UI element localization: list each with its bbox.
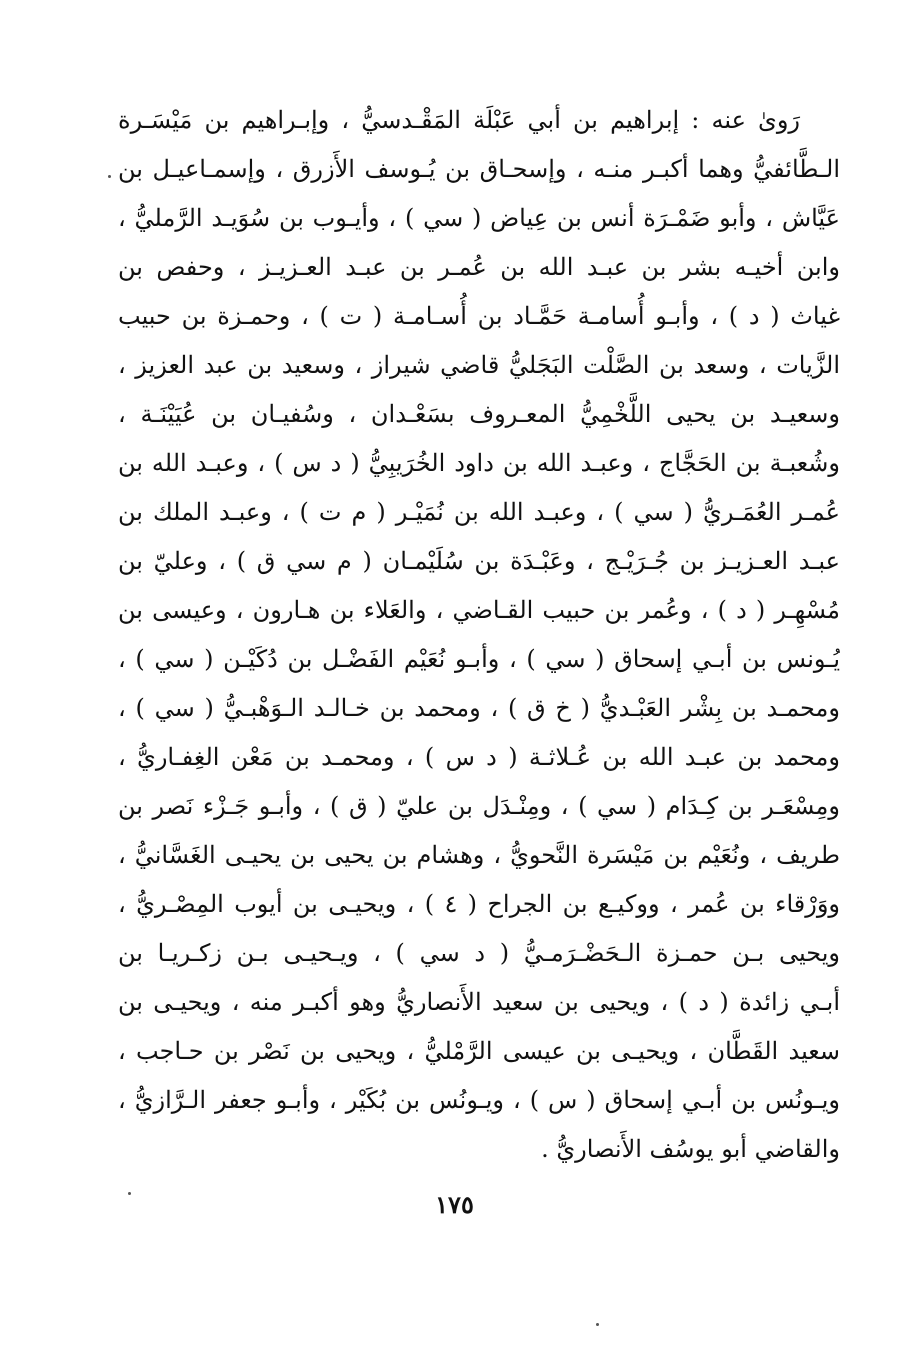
text-line: سعيد القَطَّان ، ويحيـى بن عيسى الرَّمْليُّ ، ويحيى بن نَصْر بن حـاجب ، xyxy=(118,1037,840,1065)
text-line: عَيَّاش ، وأبو ضَمْـرَة أنس بن عِياض ( سي ) ، وأيـوب بن سُوَيـد الرَّمليُّ ، xyxy=(118,204,840,232)
text-line: ومحمد بن عبـد الله بن عُـلاثـة ( د س ) ، ومحمـد بن مَعْن الغِفـاريُّ ، xyxy=(118,743,840,771)
text-line: الـطَّائفيُّ وهما أكبـر منـه ، وإسحـاق بن يُـوسف الأَزرق ، وإسمـاعيـل بن xyxy=(118,155,840,183)
page-number: ١٧٥ xyxy=(435,1190,474,1219)
main-text xyxy=(118,96,840,1174)
text-line: ومِسْعَـر بن كِـدَام ( سي ) ، ومِنْـدَل بن عليّ ( ق ) ، وأبـو جَـزْء نَصر بن xyxy=(118,792,840,820)
text-line: الزَّيات ، وسعد بن الصَّلْت البَجَليُّ قاضي شيراز ، وسعيد بن عبد العزيز ، xyxy=(118,351,840,379)
text-line: والقاضي أبو يوسُف الأَنصاريُّ . xyxy=(541,1135,840,1163)
text-line: ووَرْقاء بن عُمر ، ووكيـع بن الجراح ( ٤ ) ، ويحيـى بن أيوب المِصْـريُّ ، xyxy=(118,890,840,918)
text-line: عُمـر العُمَـريُّ ( سي ) ، وعبـد الله بن نُمَيْـر ( م ت ) ، وعبـد الملك بن xyxy=(118,498,840,526)
text-line: ويحيى بـن حمـزة الـحَضْـرَمـيُّ ( د سي ) ، ويـحيـى بـن زكـريـا بن xyxy=(118,939,840,967)
text-line: يُـونس بن أبـي إسحاق ( سي ) ، وأبـو نُعَيْم الفَضْـل بن دُكَيْـن ( سي ) ، xyxy=(118,645,840,673)
text-line: رَوىٰ عنه : إبراهيم بن أبي عَبْلَة المَقْـدسيُّ ، وإبـراهيم بن مَيْسَـرة xyxy=(118,106,800,134)
text-line: عبـد العـزيـز بن جُـرَيْـج ، وعَبْـدَة بن سُلَيْمـان ( م سي ق ) ، وعليّ بن xyxy=(118,547,840,575)
text-line: وشُعبـة بن الحَجَّاج ، وعبـد الله بن داود الخُرَيبِيُّ ( د س ) ، وعبـد الله بن xyxy=(118,449,840,477)
text-line: وسعيـد بن يحيى اللَّخْمِيُّ المعـروف بسَعْـدان ، وسُفيـان بن عُيَيْنَـة ، xyxy=(118,400,840,428)
text-line: غياث ( د ) ، وأبـو أُسامـة حَمَّـاد بن أُسـامـة ( ت ) ، وحمـزة بن حبيب xyxy=(118,302,840,330)
text-line: أبـي زائدة ( د ) ، ويحيى بن سعيد الأَنصاريُّ وهو أكبـر منه ، ويحيـى بن xyxy=(118,988,840,1016)
scan-speck xyxy=(128,1192,131,1195)
text-line: ومحمـد بن بِشْر العَبْـديُّ ( خ ق ) ، ومحمد بن خـالـد الـوَهْبـيُّ ( سي ) ، xyxy=(118,694,840,722)
text-line: مُسْهِـر ( د ) ، وعُمر بن حبيب القـاضي ، والعَلاء بن هـارون ، وعيسى بن xyxy=(118,596,840,624)
scan-speck xyxy=(596,1323,599,1326)
text-line: ويـونُس بن أبـي إسحاق ( س ) ، ويـونُس بن بُكَيْر ، وأبـو جعفر الـرَّازيُّ ، xyxy=(118,1086,840,1114)
text-line: طريف ، ونُعَيْم بن مَيْسَرة النَّحويُّ ، وهشام بن يحيى بن يحيـى الغَسَّانيُّ ، xyxy=(118,841,840,869)
scan-speck xyxy=(108,175,111,178)
text-line: وابن أخيـه بشر بن عبـد الله بن عُمـر بن عبـد العـزيـز ، وحفص بن xyxy=(118,253,840,281)
